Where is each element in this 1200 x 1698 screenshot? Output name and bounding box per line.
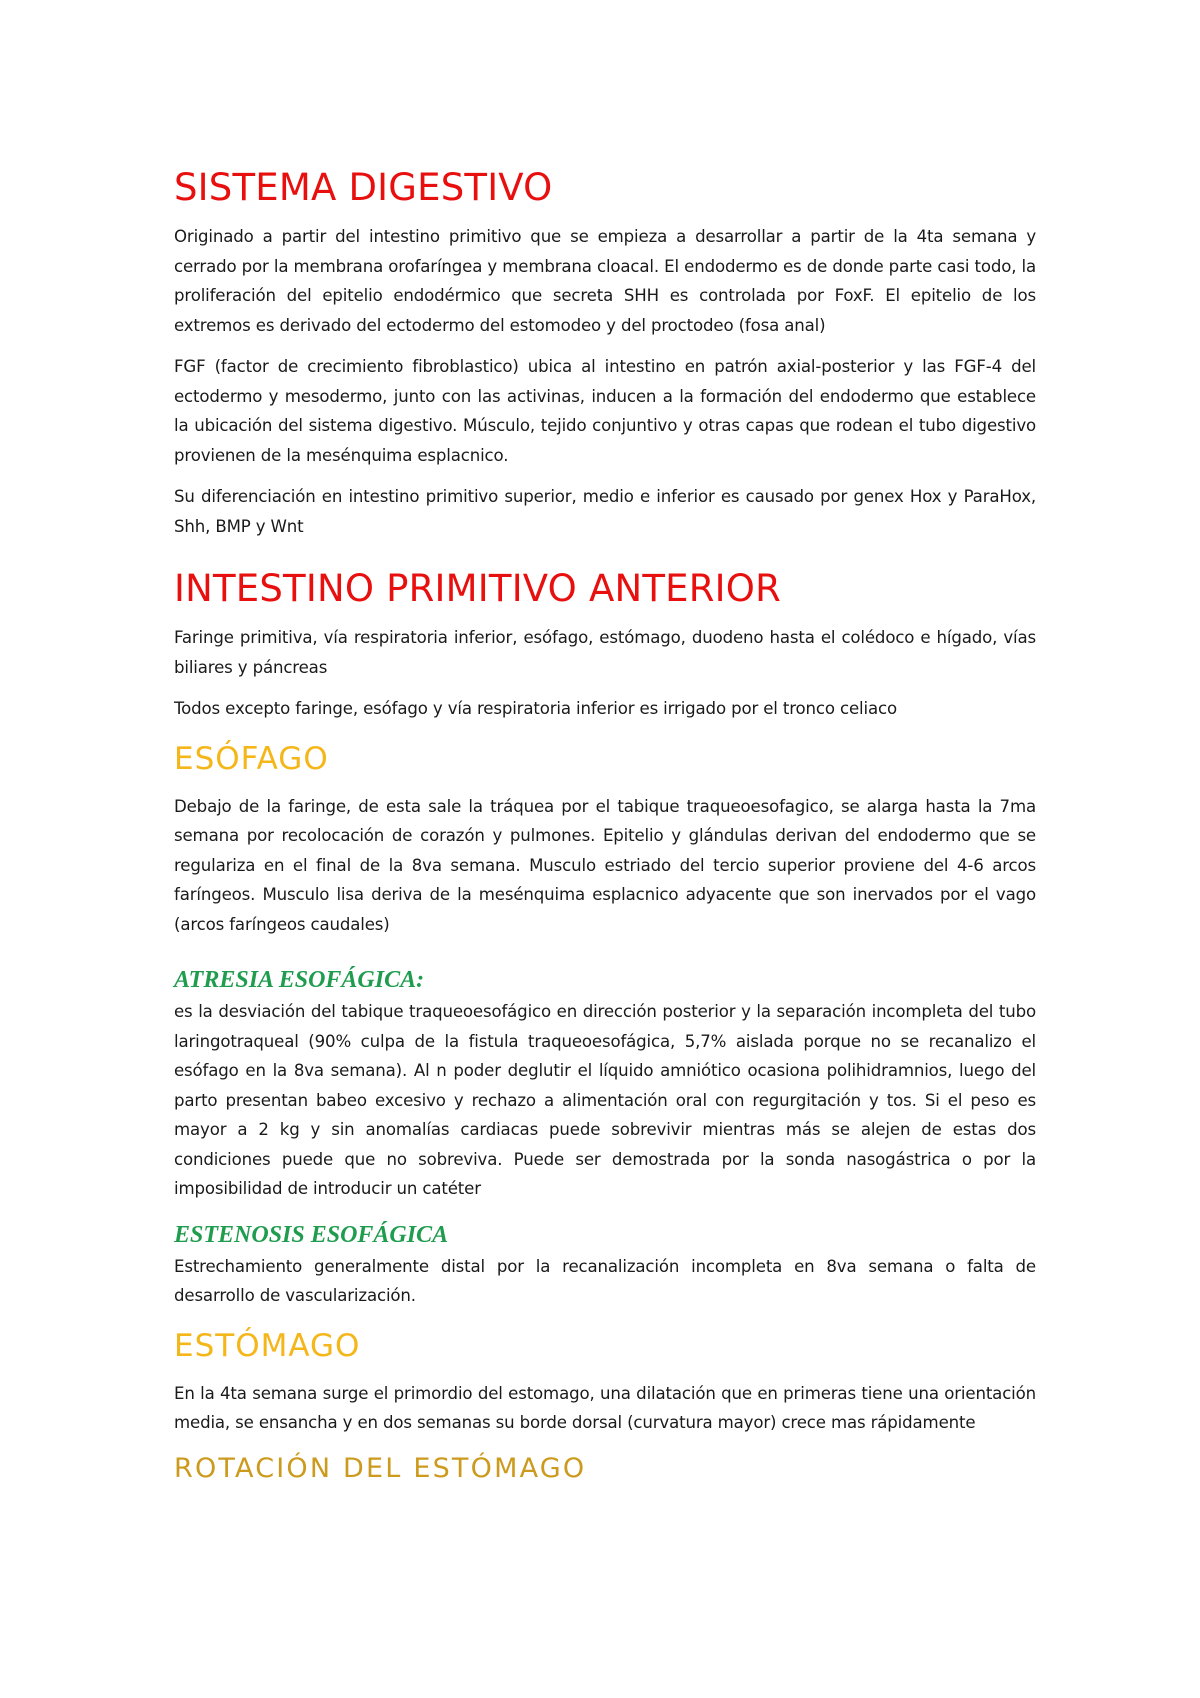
paragraph-anterior-2: Todos excepto faringe, esófago y vía respiratoria inferior es irrigado por el tronco celiaco: [174, 699, 897, 718]
heading-rotacion-estomago: ROTACIÓN DEL ESTÓMAGO: [174, 1452, 587, 1484]
paragraph-atresia-1: es la desviación del tabique traqueoesofágico en dirección posterior y la separación incompleta del tubo laringotraqueal (90% culpa de la fistula traqueoesofágica, 5,7% aislada porque no se recanalizo el esófago en la 8va semana). Al n poder deglutir el líquido amniótico ocasiona polihidramnios, luego del parto presentan babeo excesivo y rechazo a alimentación oral con regurgitación y tos. Si el peso es mayor a 2 kg y sin anomalías cardiacas puede sobrevivir mientras más se alejen de estas dos condiciones puede que no sobreviva. Puede ser demostrada por la sonda nasogástrica o por la imposibilidad de introducir un catéter: [174, 1002, 1036, 1198]
paragraph-estenosis-1: Estrechamiento generalmente distal por la recanalización incompleta en 8va semana o falta de desarrollo de vascularización.: [174, 1256, 1036, 1305]
paragraph-sistema-3: Su diferenciación en intestino primitivo superior, medio e inferior es causado por genex Hox y ParaHox, Shh, BMP y Wnt: [174, 487, 1036, 536]
document-body: [174, 166, 1036, 1502]
paragraph-anterior-1: Faringe primitiva, vía respiratoria inferior, esófago, estómago, duodeno hasta el colédoco e hígado, vías biliares y páncreas: [174, 628, 1036, 677]
heading-intestino-anterior: INTESTINO PRIMITIVO ANTERIOR: [174, 567, 781, 610]
heading-estenosis-esofagica: ESTENOSIS ESOFÁGICA: [174, 1221, 449, 1248]
heading-estomago: ESTÓMAGO: [174, 1327, 361, 1364]
paragraph-estomago-1: En la 4ta semana surge el primordio del estomago, una dilatación que en primeras tiene una orientación media, se ensancha y en dos semanas su borde dorsal (curvatura mayor) crece mas rápidamente: [174, 1383, 1036, 1432]
heading-atresia-esofagica: ATRESIA ESOFÁGICA:: [174, 967, 425, 993]
paragraph-sistema-2: FGF (factor de crecimiento fibroblastico) ubica al intestino en patrón axial-posterior y las FGF-4 del ectodermo y mesodermo, junto con las activinas, inducen a la formación del endodermo que establece la ubicación del sistema digestivo. Músculo, tejido conjuntivo y otras capas que rodean el tubo digestivo provienen de la mesénquima esplacnico.: [174, 357, 1036, 465]
heading-esofago: ESÓFAGO: [174, 740, 329, 777]
paragraph-sistema-1: Originado a partir del intestino primitivo que se empieza a desarrollar a partir de la 4ta semana y cerrado por la membrana orofaríngea y membrana cloacal. El endodermo es de donde parte casi todo, la proliferación del epitelio endodérmico que secreta SHH es controlada por FoxF. El epitelio de los extremos es derivado del ectodermo del estomodeo y del proctodeo (fosa anal): [174, 227, 1036, 335]
paragraph-esofago-1: Debajo de la faringe, de esta sale la tráquea por el tabique traqueoesofagico, se alarga hasta la 7ma semana por recolocación de corazón y pulmones. Epitelio y glándulas derivan del endodermo que se regulariza en el final de la 8va semana. Musculo estriado del tercio superior proviene del 4-6 arcos faríngeos. Musculo lisa deriva de la mesénquima esplacnico adyacente que son inervados por el vago (arcos faríngeos caudales): [174, 796, 1036, 934]
heading-sistema-digestivo: SISTEMA DIGESTIVO: [174, 166, 553, 209]
